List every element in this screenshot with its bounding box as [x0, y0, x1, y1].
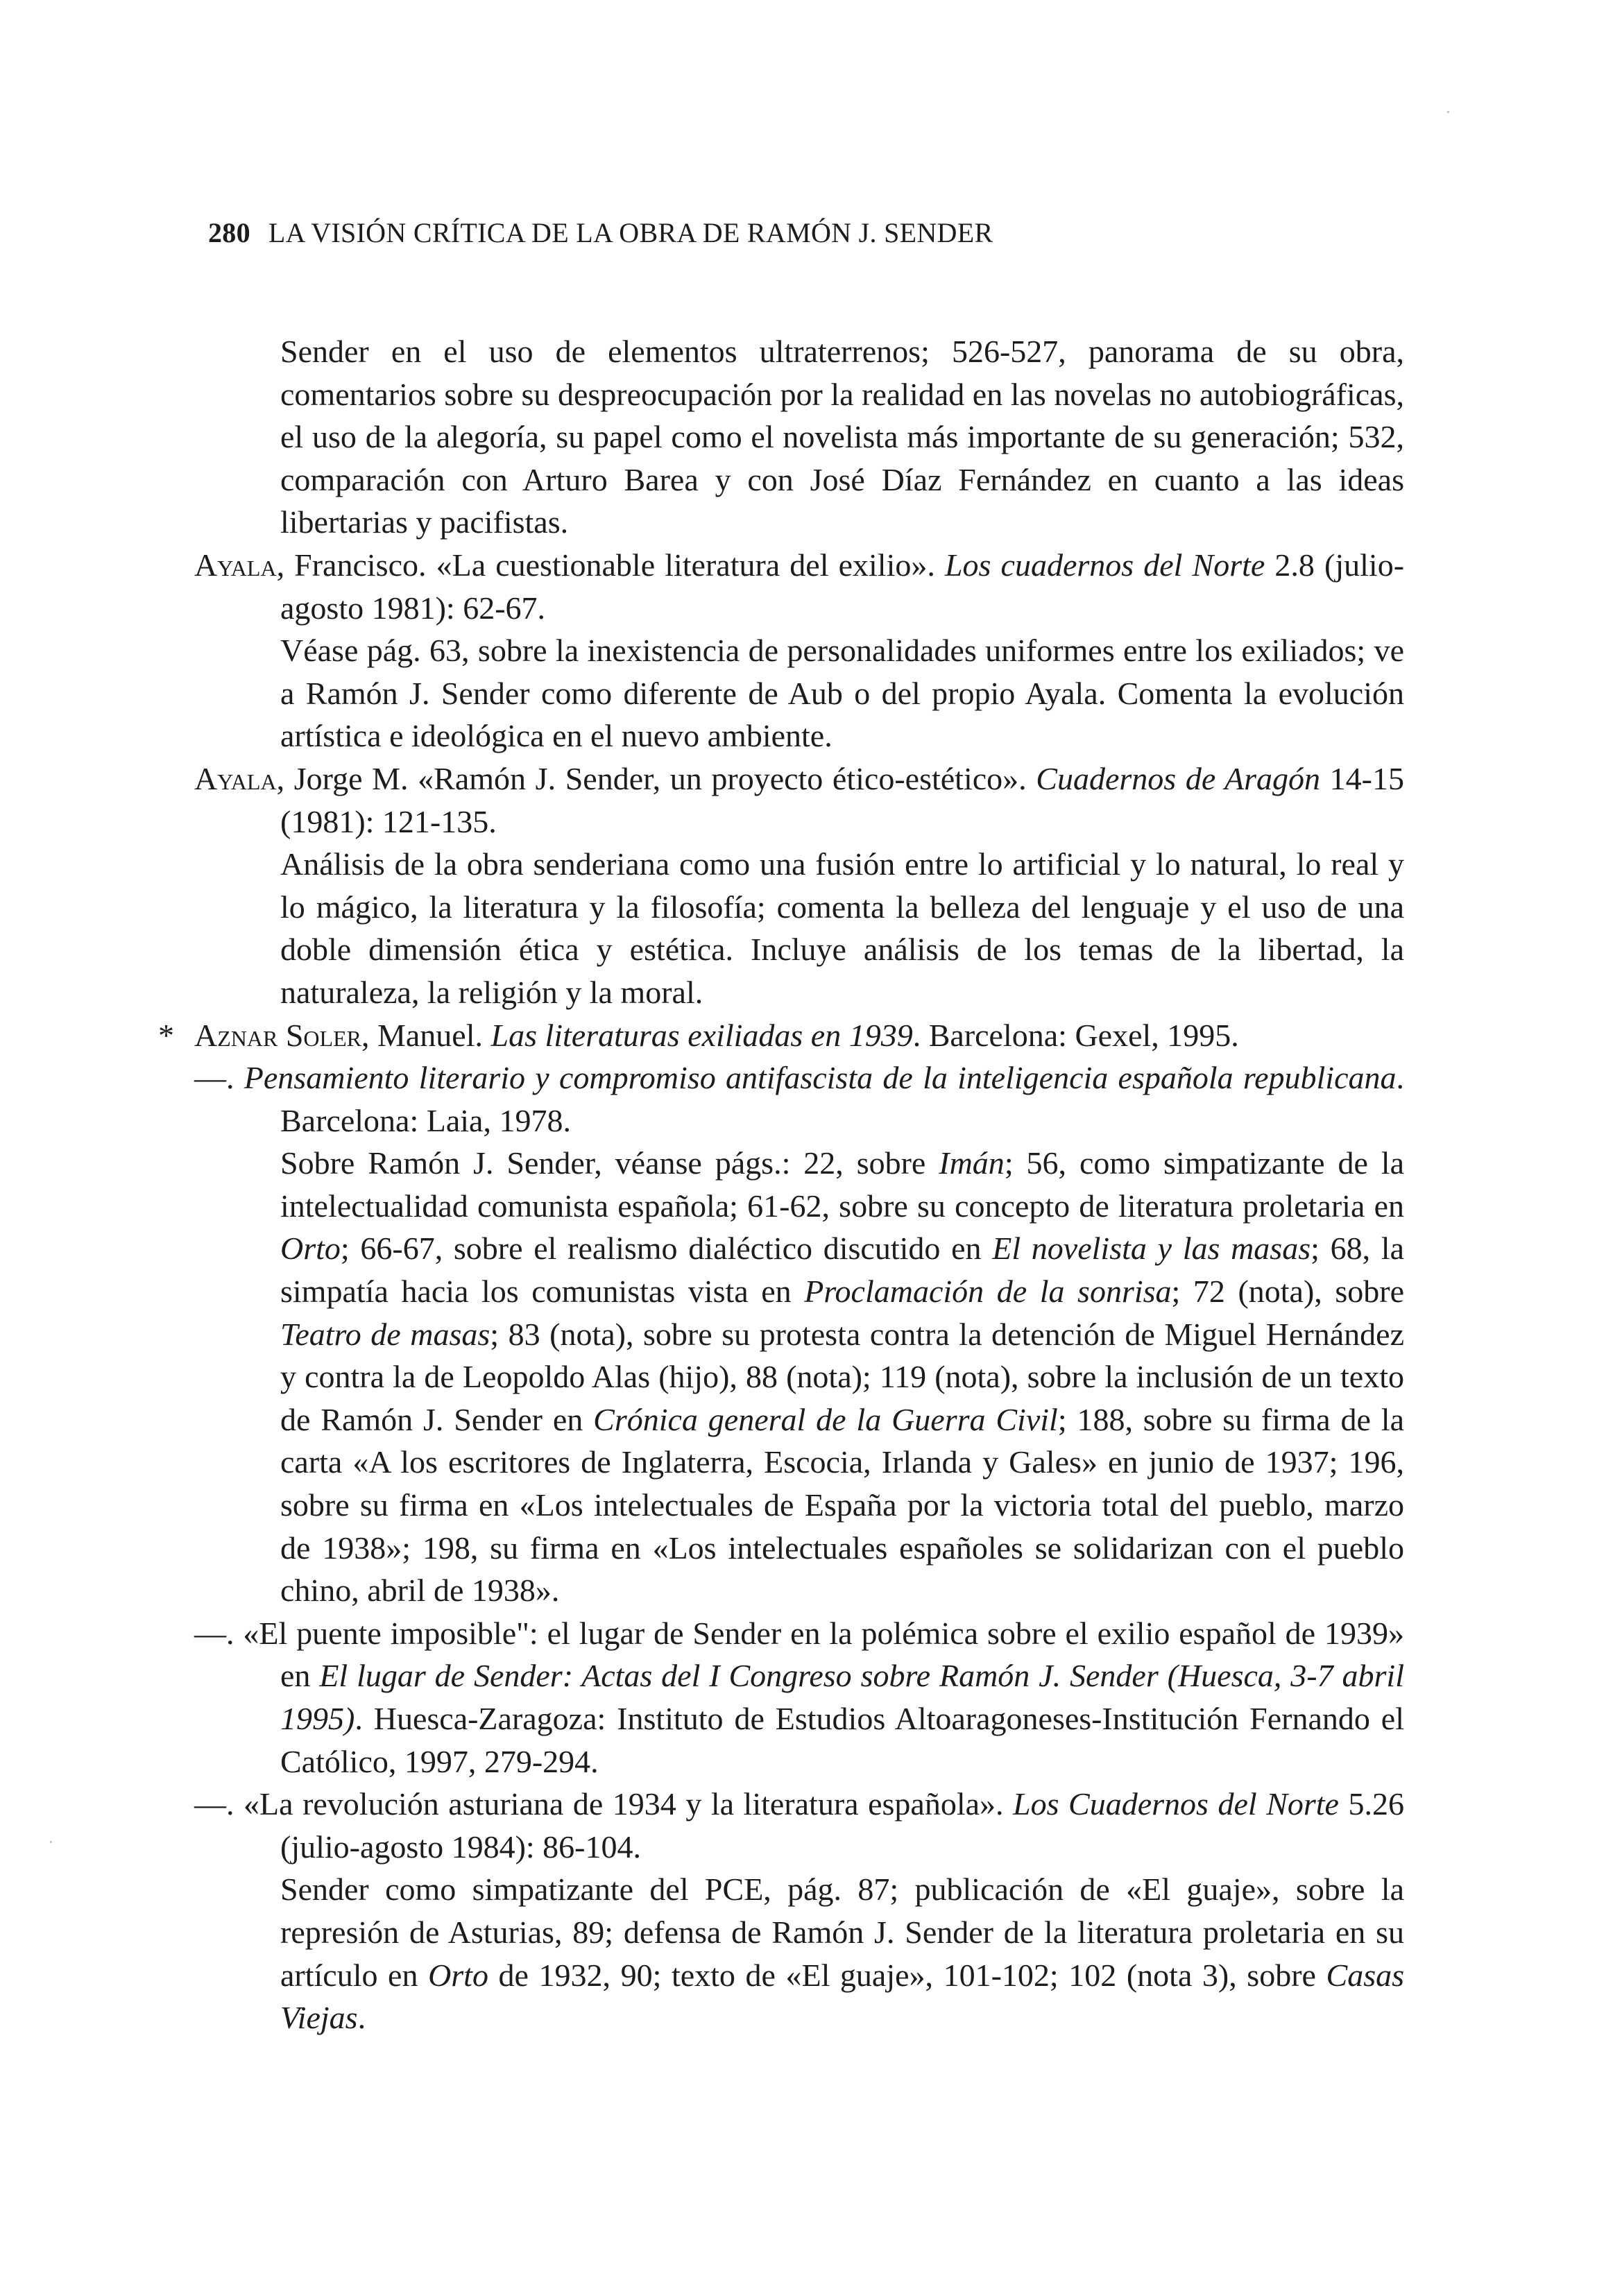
annotation-text: Sender como simpatizante del PCE, pág. 87; publicación de «El guaje», sobre la represión de Asturias, 89; defensa de Ramón J. Sender de la literatura proletaria en su artículo en [280, 1871, 1404, 1993]
article-title: «La revolución asturiana de 1934 y la literatura española». [244, 1786, 1014, 1822]
author-given-name: , Francisco. [276, 547, 436, 583]
entry-citation [194, 1056, 1404, 1142]
asterisk-marker: * [158, 1017, 174, 1053]
ditto-dash: —. [194, 1615, 244, 1651]
annotation-text: ; 83 (nota), sobre su protesta contra la detención de Miguel Hernández y contra la de Leopoldo Alas (hijo), 88 (nota); 119 (nota), sobre la inclusión de un texto de Ramón J. Sender en [280, 1316, 1404, 1437]
work-title: Imán [939, 1145, 1005, 1181]
ditto-dash: —. [194, 1060, 244, 1096]
continued-annotation: Sender en el uso de elementos ultraterrenos; 526-527, panorama de su obra, comentarios sobre su despreocupación por la realidad en las novelas no autobiográficas, el uso de la alegoría, su papel como el novelista más importante de su generación; 532, comparación con Arturo Barea y con José Díaz Fernández en cuanto a las ideas libertarias y pacifistas. [280, 334, 1404, 540]
annotation-text: ; 66-67, sobre el realismo dialéctico discutido en [340, 1231, 993, 1267]
book-title: Pensamiento literario y compromiso antifascista de la inteligencia española republicana [244, 1060, 1397, 1096]
article-title: «El puente imposible": el lugar de Sender en la polémica sobre el exilio español de 1939» en [243, 1615, 1404, 1694]
bibliography-entry [194, 757, 1404, 1014]
page-number: 280 [208, 217, 250, 248]
annotation-text: ; 68, la simpatía hacia los comunistas vista en [280, 1231, 1404, 1310]
journal-title: Cuadernos de Aragón [1036, 760, 1321, 796]
bibliography-entry [158, 1014, 1404, 1057]
author-given-name: , Manuel. [361, 1017, 491, 1053]
entry-citation [194, 1783, 1404, 1868]
work-title: El novelista y las masas [992, 1231, 1311, 1267]
work-title: Orto [280, 1231, 341, 1267]
bibliography-body [158, 330, 1405, 2039]
entry-citation [158, 1014, 1404, 1057]
scan-speck [1447, 111, 1449, 113]
annotation-text: . [357, 2000, 366, 2036]
entry-annotation [194, 1868, 1404, 2039]
author-given-name: , Jorge M. [276, 760, 418, 796]
entry-annotation [194, 1142, 1404, 1612]
annotation-text: de 1932, 90; texto de «El guaje», 101-102; 102 (nota 3), sobre [488, 1957, 1326, 1993]
entry-citation [194, 1612, 1404, 1783]
annotation-text: ; 72 (nota), sobre [1171, 1274, 1404, 1310]
publication-details: . Barcelona: Gexel, 1995. [912, 1017, 1239, 1053]
bibliography-entry [194, 1612, 1404, 1783]
annotation-text: Sobre Ramón J. Sender, véanse págs.: 22, sobre [280, 1145, 939, 1181]
publication-details: 14-15 (1981): 121-135. [280, 760, 1404, 839]
publication-details: . Barcelona: Laia, 1978. [280, 1060, 1405, 1138]
annotation-text: ; 56, como simpatizante de la intelectualidad comunista española; 61-62, sobre su concepto de literatura proletaria en [280, 1145, 1404, 1224]
publication-details: 2.8 (julio-agosto 1981): 62-67. [280, 547, 1405, 626]
journal-title: Los Cuadernos del Norte [1013, 1786, 1339, 1822]
scan-speck [50, 1841, 52, 1843]
work-title: Proclamación de la sonrisa [804, 1274, 1172, 1310]
article-title: «Ramón J. Sender, un proyecto ético-estético». [418, 760, 1036, 796]
publication-details: . Huesca-Zaragoza: Instituto de Estudios Altoaragoneses-Institución Fernando el Católico, 1997, 279-294. [280, 1701, 1404, 1779]
article-title: «La cuestionable literatura del exilio». [436, 547, 945, 583]
bibliography-entry [194, 1056, 1404, 1612]
bibliography-entry [194, 544, 1404, 757]
author-surname: Ayala [194, 547, 277, 583]
entry-citation [194, 757, 1404, 843]
work-title: Orto [428, 1957, 488, 1993]
work-title: Casas Viejas [280, 1957, 1405, 2036]
work-title: Crónica general de la Guerra Civil [593, 1401, 1058, 1437]
bibliography-entry [194, 1783, 1404, 2039]
ditto-dash: —. [194, 1786, 244, 1822]
work-title: Teatro de masas [280, 1316, 490, 1352]
book-title: El lugar de Sender: Actas del I Congreso sobre Ramón J. Sender (Huesca, 3-7 abril 1995) [280, 1658, 1404, 1736]
journal-title: Los cuadernos del Norte [944, 547, 1265, 583]
entry-citation [194, 544, 1404, 629]
book-title: Las literaturas exiliadas en 1939 [490, 1017, 913, 1053]
publication-details: 5.26 (julio-agosto 1984): 86-104. [280, 1786, 1405, 1865]
entry-annotation: Análisis de la obra senderiana como una fusión entre lo artificial y lo natural, lo real y lo mágico, la literatura y la filosofía; comenta la belleza del lenguaje y el uso de una doble dimensión ética y estética. Incluye análisis de los temas de la libertad, la naturaleza, la religión y la moral. [280, 846, 1404, 1010]
author-surname: Aznar Soler [194, 1017, 361, 1053]
author-surname: Ayala [194, 760, 277, 796]
running-header [208, 214, 993, 252]
annotation-text: ; 188, sobre su firma de la carta «A los escritores de Inglaterra, Escocia, Irlanda y Gales» en junio de 1937; 196, sobre su firma en «Los intelectuales de España por la victoria total del pueblo, marzo de 1938»; 198, su firma en «Los intelectuales españoles se solidarizan con el pueblo chino, abril de 1938». [280, 1401, 1405, 1609]
entry-annotation: Véase pág. 63, sobre la inexistencia de personalidades uniformes entre los exiliados; ve a Ramón J. Sender como diferente de Aub o del propio Ayala. Comenta la evolución artística e ideológica en el nuevo ambiente. [280, 633, 1404, 754]
running-title: LA VISIÓN CRÍTICA DE LA OBRA DE RAMÓN J. SENDER [268, 217, 993, 248]
